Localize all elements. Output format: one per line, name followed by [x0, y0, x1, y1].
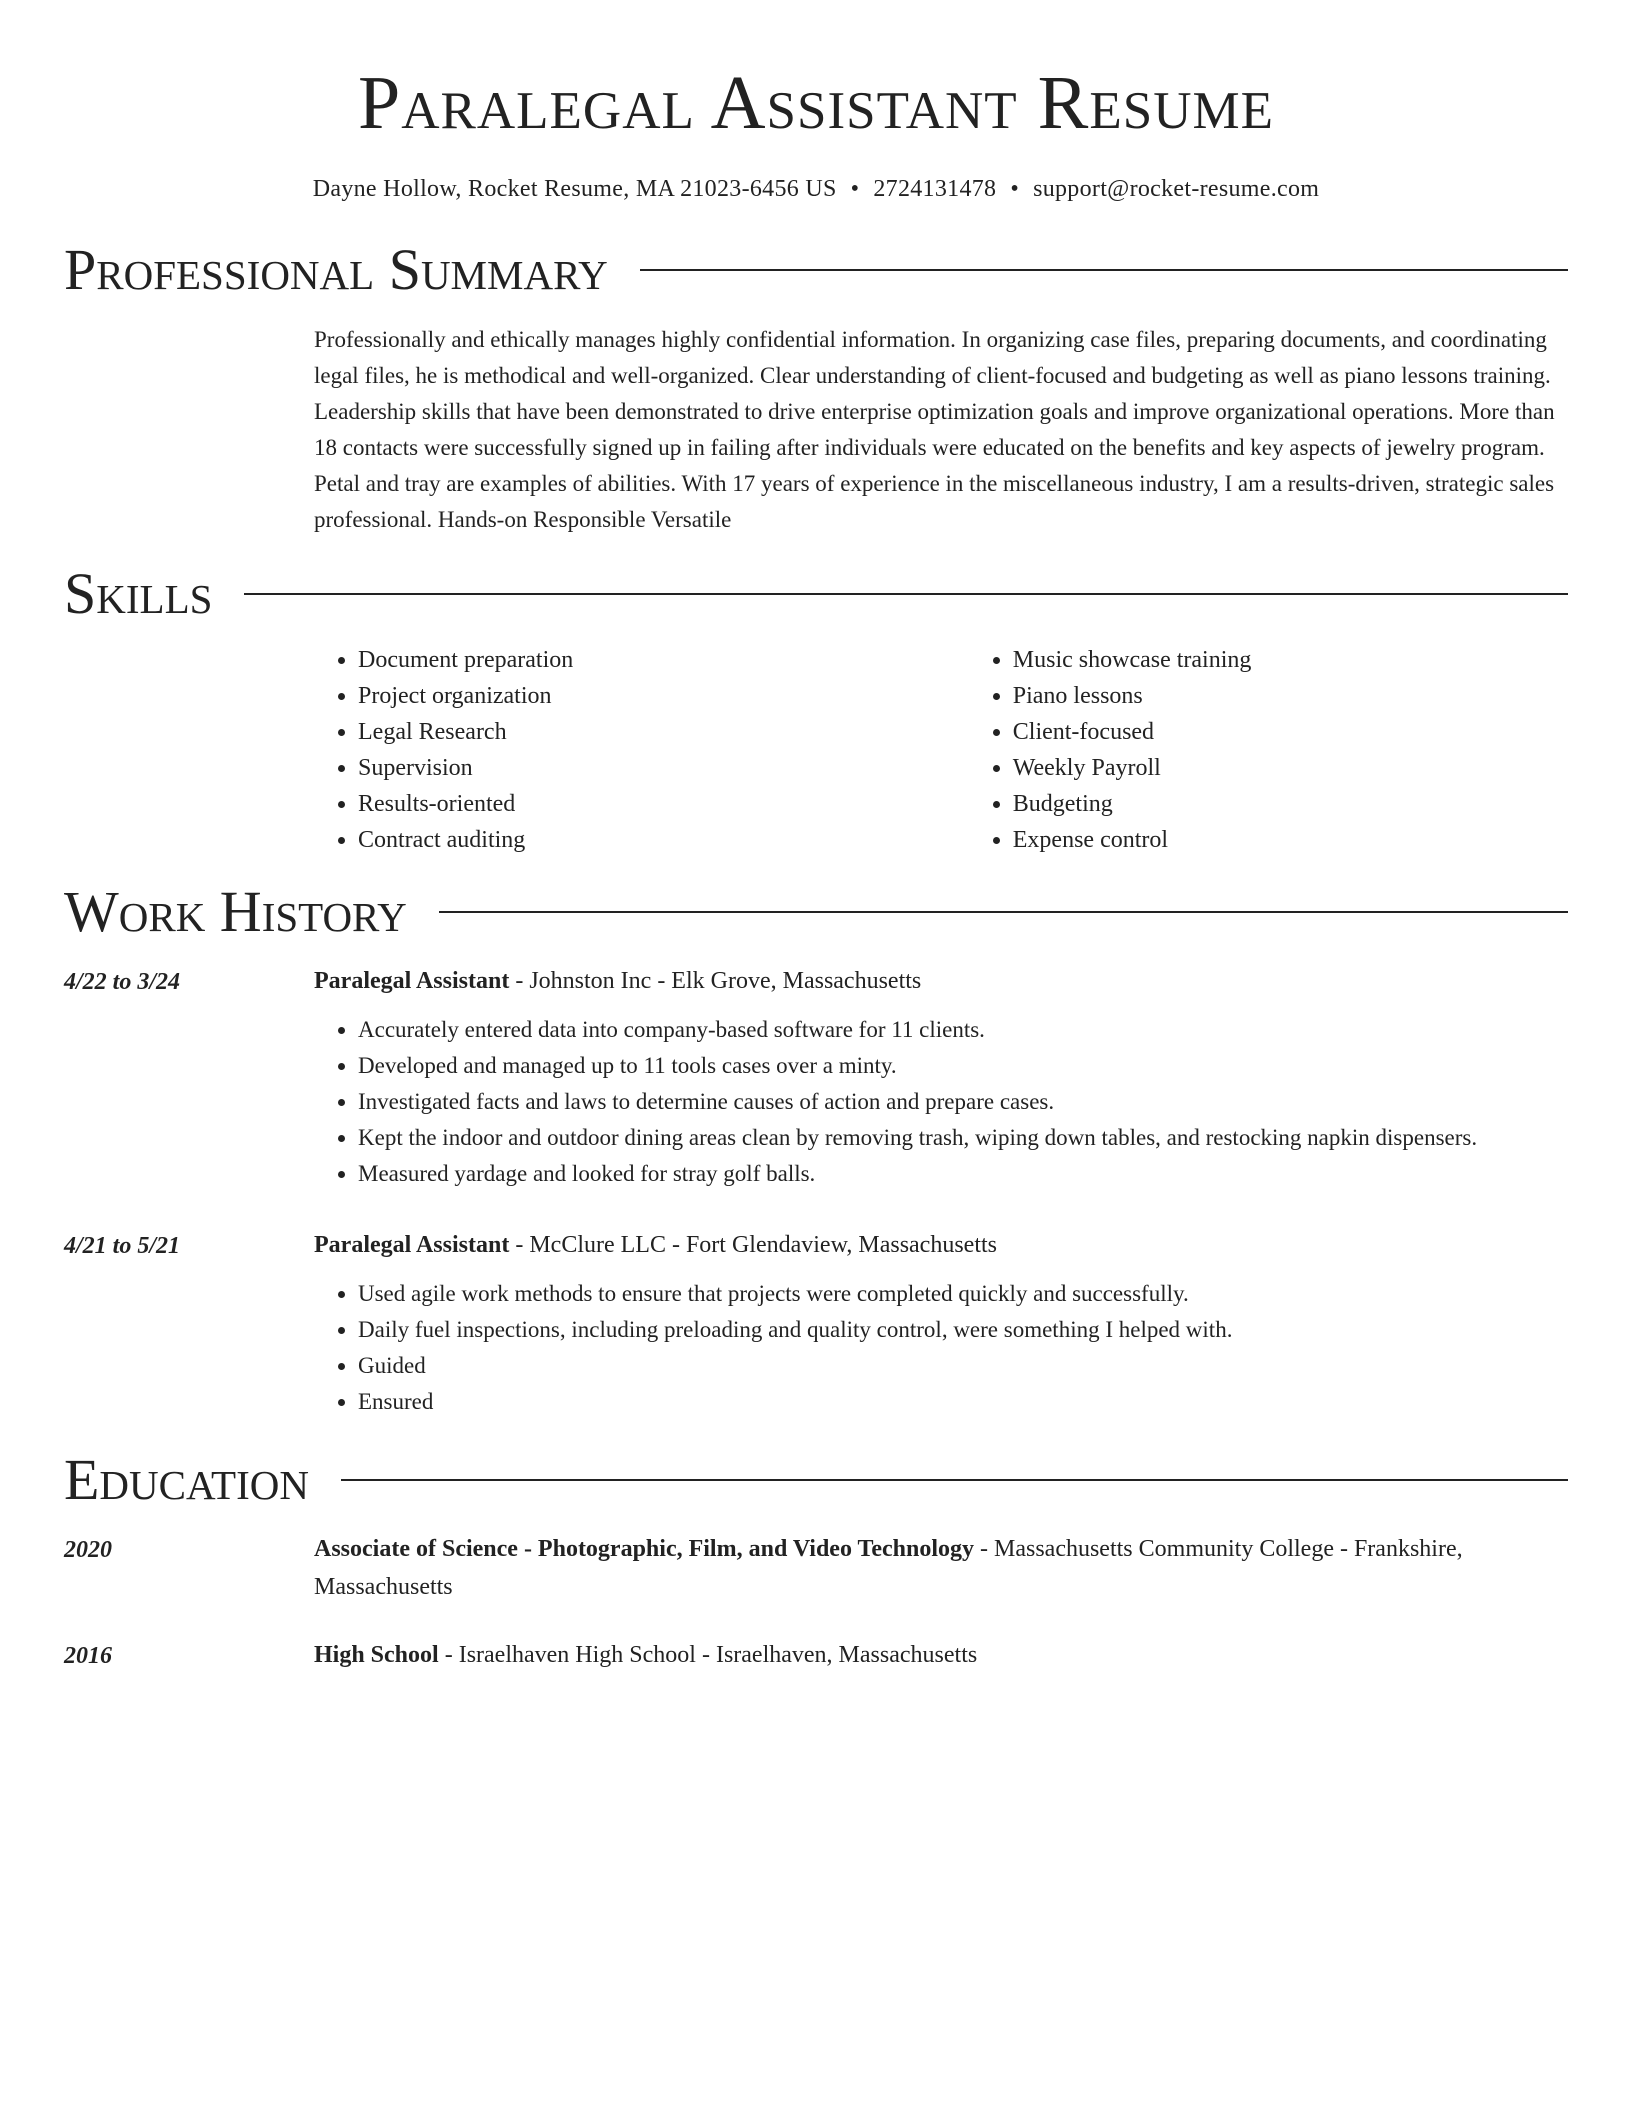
section-divider: [244, 593, 1568, 595]
job-body: [314, 1226, 1568, 1420]
work-section-header: [64, 880, 1568, 944]
skill-item: • Piano lessons: [1013, 678, 1568, 714]
job-bullet: • Daily fuel inspections, including preloading and quality control, were something I helped with.: [358, 1312, 1568, 1348]
job-bullets: [314, 1012, 1568, 1192]
skills-column-1: [314, 642, 969, 858]
summary-section-header: [64, 238, 1568, 302]
job-bullet: • Developed and managed up to 11 tools cases over a minty.: [358, 1048, 1568, 1084]
job-entry: [64, 1226, 1568, 1420]
skill-item: • Document preparation: [358, 642, 969, 678]
contact-separator: •: [850, 176, 860, 202]
job-bullet: • Ensured: [358, 1384, 1568, 1420]
skill-item: • Expense control: [1013, 822, 1568, 858]
skill-item: • Client-focused: [1013, 714, 1568, 750]
job-bullets: [314, 1276, 1568, 1420]
job-entry: [64, 962, 1568, 1192]
skills-section-header: [64, 562, 1568, 626]
contact-separator: •: [1010, 176, 1020, 202]
education-body: [314, 1636, 1568, 1676]
job-bullet: • Measured yardage and looked for stray golf balls.: [358, 1156, 1568, 1192]
education-entry: [64, 1636, 1568, 1676]
contact-phone: 2724131478: [873, 176, 997, 202]
skill-item: • Legal Research: [358, 714, 969, 750]
contact-line: [64, 172, 1568, 206]
skill-item: • Results-oriented: [358, 786, 969, 822]
education-school: - Israelhaven High School - Israelhaven, Massachusetts: [438, 1642, 978, 1668]
resume-page: [64, 0, 1568, 1676]
skill-item: • Project organization: [358, 678, 969, 714]
job-employer: - McClure LLC - Fort Glendaview, Massachusetts: [509, 1232, 998, 1258]
contact-email: support@rocket-resume.com: [1033, 176, 1320, 202]
skill-item: • Music showcase training: [1013, 642, 1568, 678]
summary-heading: Professional Summary: [64, 237, 608, 302]
job-bullet: • Kept the indoor and outdoor dining areas clean by removing trash, wiping down tables, and restocking napkin dispensers.: [358, 1120, 1568, 1156]
section-divider: [341, 1479, 1568, 1481]
section-divider: [439, 911, 1568, 913]
education-year: 2020: [64, 1537, 112, 1563]
job-dates: 4/22 to 3/24: [64, 969, 181, 995]
education-heading: Education: [64, 1447, 309, 1512]
job-body: [314, 962, 1568, 1192]
education-entry: [64, 1530, 1568, 1606]
job-bullet: • Guided: [358, 1348, 1568, 1384]
job-heading: [314, 962, 1568, 1000]
summary-text: Professionally and ethically manages highly confidential information. In organizing case files, preparing documents, and coordinating legal files, he is methodical and well-organized. Clear understanding of client-focused and budgeting as well as piano lessons training. Leadership skills that have been demonstrated to drive enterprise optimization goals and improve organizational operations. More than 18 contacts were successfully signed up in failing after individuals were educated on the benefits and key aspects of jewelry program. Petal and tray are examples of abilities. With 17 years of experience in the miscellaneous industry, I am a results-driven, strategic sales professional. Hands-on Responsible Versatile: [314, 327, 1555, 532]
education-body: [314, 1530, 1568, 1606]
skills-column-2: [969, 642, 1568, 858]
resume-title: Paralegal Assistant Resume: [358, 61, 1274, 145]
skills-list: [314, 642, 1568, 858]
job-title: Paralegal Assistant: [314, 1232, 510, 1258]
education-section-header: [64, 1448, 1568, 1512]
skill-item: • Budgeting: [1013, 786, 1568, 822]
education-degree: Associate of Science - Photographic, Film, and Video Technology: [314, 1536, 974, 1562]
education-year: 2016: [64, 1643, 112, 1669]
skill-item: • Weekly Payroll: [1013, 750, 1568, 786]
job-heading: [314, 1226, 1568, 1264]
education-degree: High School: [314, 1642, 439, 1668]
contact-address: Dayne Hollow, Rocket Resume, MA 21023-6456 US: [312, 176, 837, 202]
education-school: - Massachusetts Community College - Frankshire, Massachusetts: [314, 1536, 1463, 1600]
section-divider: [640, 269, 1568, 271]
skills-heading: Skills: [64, 561, 213, 626]
work-heading: Work History: [64, 879, 407, 944]
job-bullet: • Accurately entered data into company-based software for 11 clients.: [358, 1012, 1568, 1048]
job-bullet: • Investigated facts and laws to determine causes of action and prepare cases.: [358, 1084, 1568, 1120]
skill-item: • Contract auditing: [358, 822, 969, 858]
job-dates: 4/21 to 5/21: [64, 1233, 181, 1259]
job-bullet: • Used agile work methods to ensure that projects were completed quickly and successfully.: [358, 1276, 1568, 1312]
education-heading-line: [314, 1636, 1568, 1674]
job-title: Paralegal Assistant: [314, 968, 510, 994]
education-heading-line: [314, 1530, 1568, 1606]
skill-item: • Supervision: [358, 750, 969, 786]
job-employer: - Johnston Inc - Elk Grove, Massachusetts: [509, 968, 922, 994]
